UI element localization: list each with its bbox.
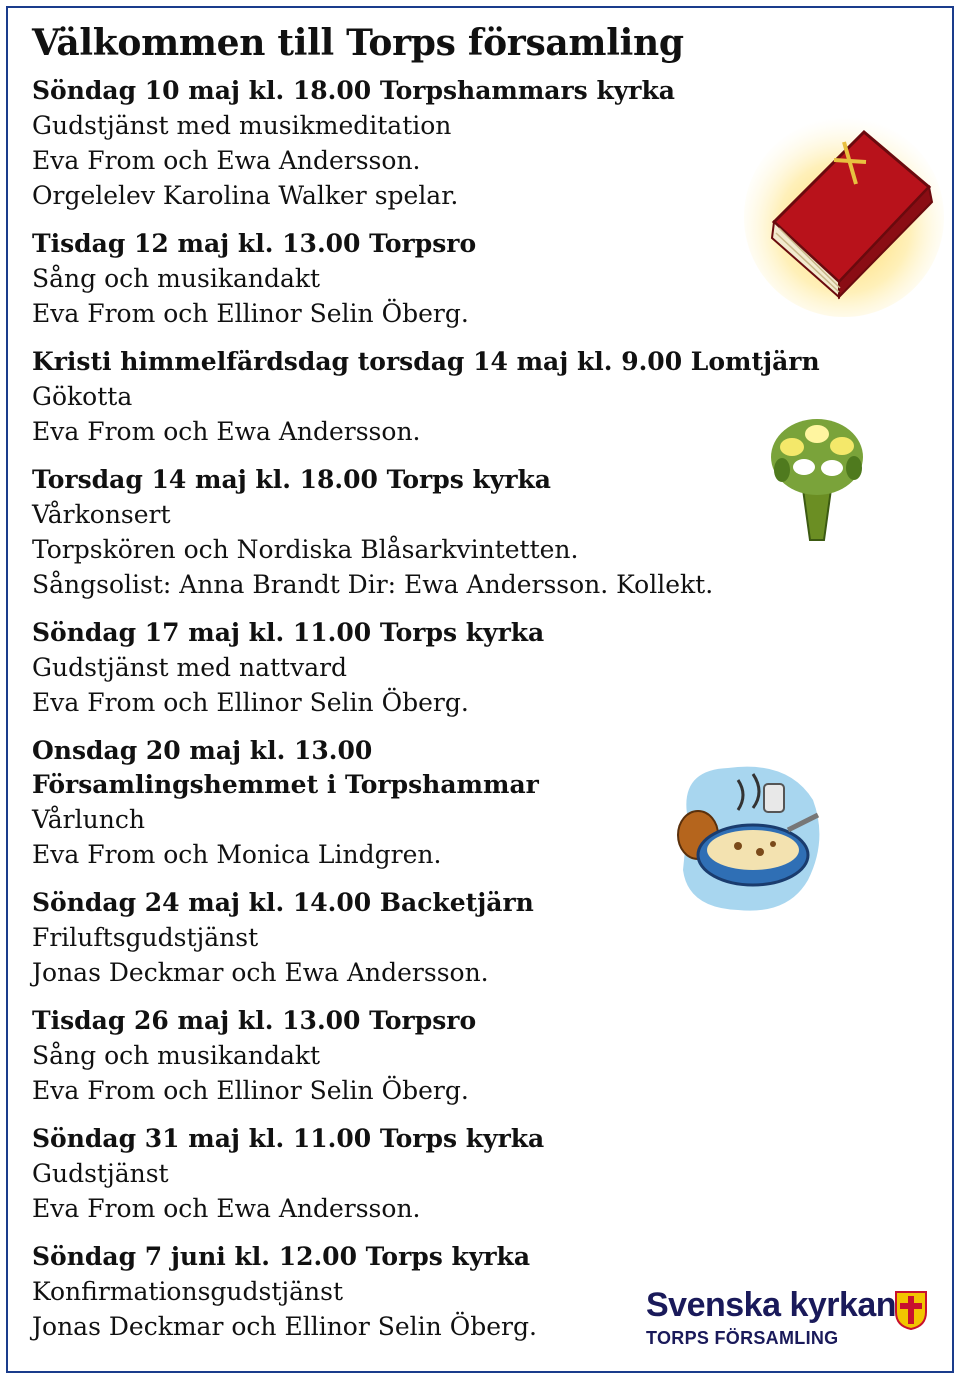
- event-heading: Söndag 31 maj kl. 11.00 Torps kyrka: [32, 1124, 545, 1153]
- event-line: Jonas Deckmar och Ewa Andersson.: [32, 958, 489, 987]
- event-heading: Tisdag 12 maj kl. 13.00 Torpsro: [32, 229, 477, 258]
- event-line: Eva From och Ewa Andersson.: [32, 1194, 421, 1223]
- event-heading: Söndag 10 maj kl. 18.00 Torpshammars kyrka: [32, 76, 675, 105]
- event-line: Orgelelev Karolina Walker spelar.: [32, 181, 459, 210]
- flower-bouquet-icon: [762, 412, 872, 547]
- event-line: Eva From och Ewa Andersson.: [32, 146, 421, 175]
- event-line: Eva From och Ellinor Selin Öberg.: [32, 299, 469, 328]
- event-line: Friluftsgudstjänst: [32, 923, 259, 952]
- event-line: Gudstjänst: [32, 1159, 169, 1188]
- event-heading: Onsdag 20 maj kl. 13.00: [32, 736, 373, 765]
- event-heading: Söndag 7 juni kl. 12.00 Torps kyrka: [32, 1242, 531, 1271]
- event-5: [32, 616, 932, 720]
- event-line: Vårlunch: [32, 805, 145, 834]
- logo-name: Svenska kyrkan: [646, 1286, 897, 1324]
- event-line: Eva From och Monica Lindgren.: [32, 840, 442, 869]
- lunch-dish-icon: [668, 760, 828, 925]
- event-line: Torpskören och Nordiska Blåsarkvintetten.: [32, 535, 579, 564]
- page-title: Välkommen till Torps församling: [32, 22, 684, 64]
- event-line: Eva From och Ewa Andersson.: [32, 417, 421, 446]
- event-heading: Söndag 17 maj kl. 11.00 Torps kyrka: [32, 618, 545, 647]
- event-line: Sång och musikandakt: [32, 1041, 321, 1070]
- event-venue: Församlingshemmet i Torpshammar: [32, 770, 539, 799]
- event-8: [32, 1004, 932, 1108]
- event-line: Gökotta: [32, 382, 133, 411]
- event-line: Sång och musikandakt: [32, 264, 321, 293]
- svenska-kyrkan-logo: [640, 1286, 940, 1356]
- event-line: Vårkonsert: [32, 500, 171, 529]
- event-heading: Söndag 24 maj kl. 14.00 Backetjärn: [32, 888, 534, 917]
- event-heading: Torsdag 14 maj kl. 18.00 Torps kyrka: [32, 465, 552, 494]
- event-line: Eva From och Ellinor Selin Öberg.: [32, 1076, 469, 1105]
- event-line: Gudstjänst med musikmeditation: [32, 111, 452, 140]
- bible-icon: [744, 92, 944, 327]
- event-line: Gudstjänst med nattvard: [32, 653, 348, 682]
- cross-crest-icon: [894, 1290, 928, 1335]
- event-line: Eva From och Ellinor Selin Öberg.: [32, 688, 469, 717]
- event-heading: Tisdag 26 maj kl. 13.00 Torpsro: [32, 1006, 477, 1035]
- logo-subtitle: TORPS FÖRSAMLING: [646, 1328, 839, 1348]
- event-line: Jonas Deckmar och Ellinor Selin Öberg.: [32, 1312, 537, 1341]
- event-line: Sångsolist: Anna Brandt Dir: Ewa Andersson. Kollekt.: [32, 570, 714, 599]
- event-line: Konfirmationsgudstjänst: [32, 1277, 344, 1306]
- event-heading: Kristi himmelfärdsdag torsdag 14 maj kl. 9.00 Lomtjärn: [32, 347, 820, 376]
- event-9: [32, 1122, 932, 1226]
